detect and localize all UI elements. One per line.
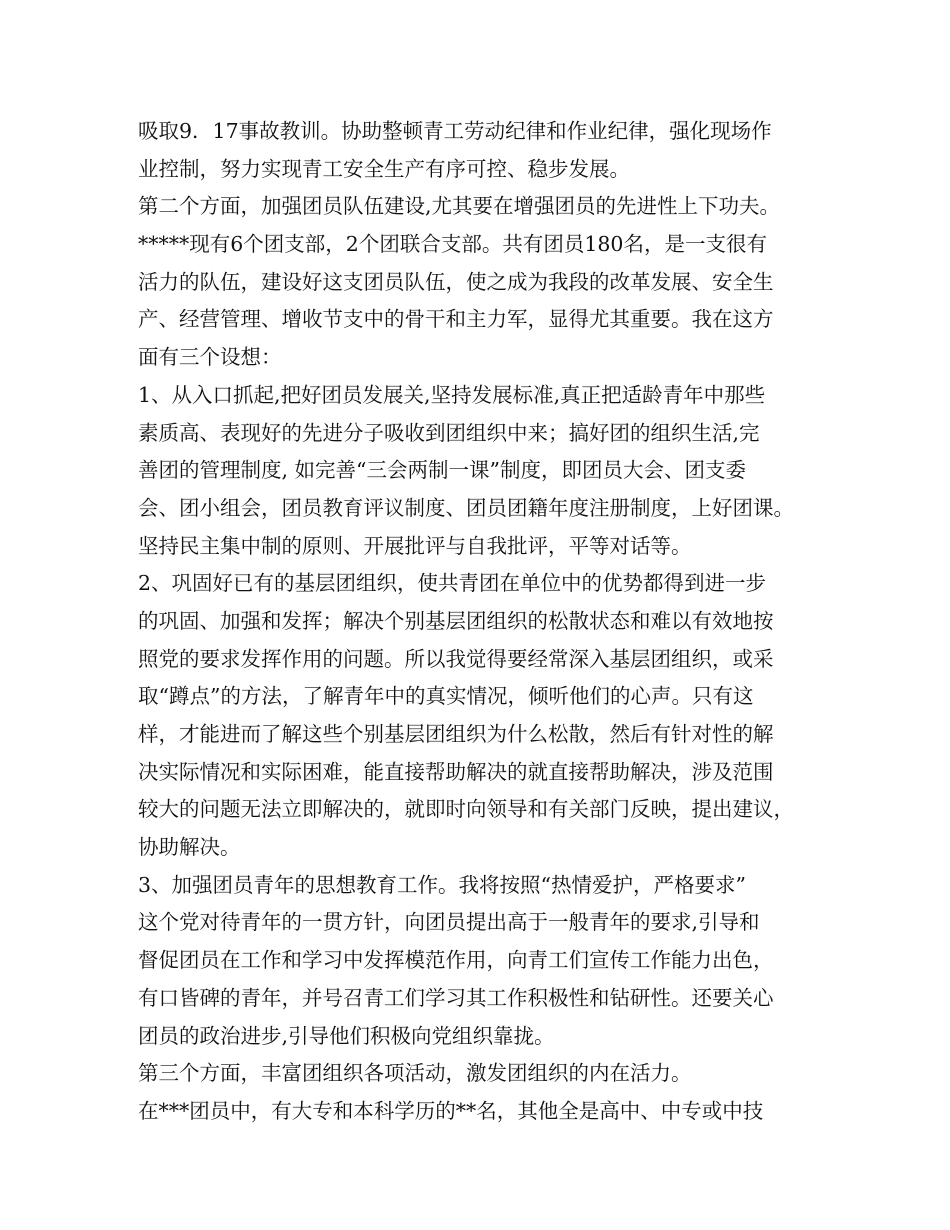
- text-line-23: 督促团员在工作和学习中发挥模范作用，向青工们宣传工作能力出色，: [138, 948, 774, 973]
- text-line-1: 吸取9．17事故教训。协助整顿青工劳动纪律和作业纪律，强化现场作: [138, 119, 772, 143]
- text-line-16: 取“蹲点”的方法，了解青年中的真实情况，倾听他们的心声。只有这: [138, 684, 754, 709]
- text-line-17: 样，才能进而了解这些个别基层团组织为什么松散，然后有针对性的解: [138, 722, 774, 746]
- text-line-13: 2、巩固好已有的基层团组织，使共青团在单位中的优势都得到进一步: [138, 571, 767, 596]
- text-line-11: 会、团小组会，团员教育评议制度、团员团籍年度注册制度，上好团课。: [138, 495, 794, 520]
- text-line-2: 业控制，努力实现青工安全生产有序可控、稳步发展。: [138, 156, 630, 181]
- text-line-27: 在***团员中，有大专和本科学历的**名，其他全是高中、中专或中技: [138, 1098, 764, 1123]
- text-line-21: 3、加强团员青年的思想教育工作。我将按照“热情爱护，严格要求”: [138, 872, 747, 897]
- text-line-14: 的巩固、加强和发挥；解决个别基层团组织的松散状态和难以有效地按: [138, 608, 774, 633]
- text-line-3: 第二个方面，加强团员队伍建设,尤其要在增强团员的先进性上下功夫。: [138, 194, 781, 219]
- text-line-19: 较大的问题无法立即解决的，就即时向领导和有关部门反映，提出建议，: [138, 797, 794, 822]
- document-body: [138, 113, 828, 1131]
- text-line-15: 照党的要求发挥作用的问题。所以我觉得要经常深入基层团组织，或采: [138, 646, 774, 671]
- text-line-22: 这个党对待青年的一贯方针，向团员提出高于一般青年的要求,引导和: [138, 910, 760, 935]
- text-line-5: 活力的队伍，建设好这支团员队伍，使之成为我段的改革发展、安全生: [138, 269, 774, 294]
- text-line-6: 产、经营管理、增收节支中的骨干和主力军，显得尤其重要。我在这方: [138, 307, 774, 332]
- text-line-25: 团员的政治进步,引导他们积极向党组织靠拢。: [138, 1023, 555, 1048]
- text-line-24: 有口皆碑的青年，并号召青工们学习其工作积极性和钻研性。还要关心: [138, 985, 774, 1010]
- text-line-8: 1、从入口抓起,把好团员发展关,坚持发展标准,真正把适龄青年中那些: [138, 382, 766, 407]
- text-line-20: 协助解决。: [138, 835, 241, 860]
- text-line-12: 坚持民主集中制的原则、开展批评与自我批评，平等对话等。: [138, 533, 692, 558]
- text-line-26: 第三个方面，丰富团组织各项活动，激发团组织的内在活力。: [138, 1061, 692, 1086]
- text-line-18: 决实际情况和实际困难，能直接帮助解决的就直接帮助解决，涉及范围: [138, 759, 774, 784]
- text-line-7: 面有三个设想：: [138, 345, 282, 370]
- text-line-9: 素质高、表现好的先进分子吸收到团组织中来；搞好团的组织生活,完: [138, 420, 760, 445]
- text-line-10: 善团的管理制度, 如完善“三会两制一课”制度，即团员大会、团支委: [138, 458, 746, 483]
- text-line-4: *****现有6个团支部，2个团联合支部。共有团员180名，是一支很有: [138, 232, 767, 257]
